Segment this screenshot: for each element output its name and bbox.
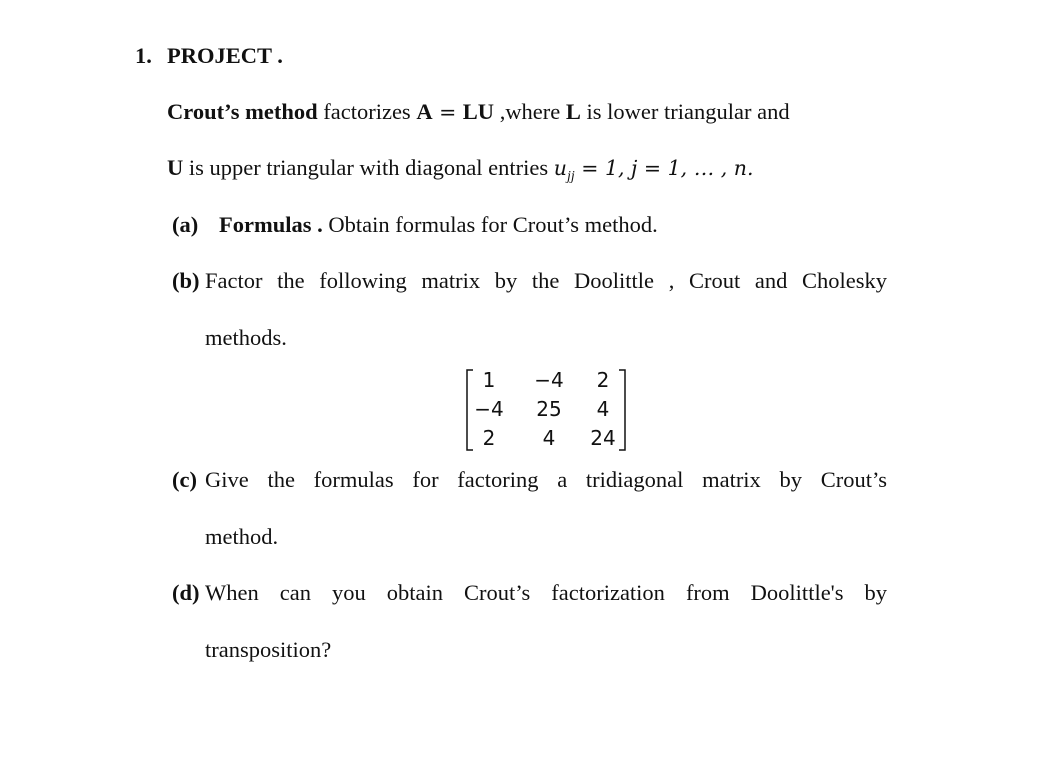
matrix-cell: −4	[534, 368, 564, 392]
matrix-cell: 1	[482, 368, 496, 392]
matrix-cell: 2	[596, 368, 610, 392]
item-b-line-1: Factor the following matrix by the Doolittle , Crout and Cholesky	[205, 268, 887, 293]
intro-text: is lower triangular and	[580, 99, 790, 124]
intro-text: factorizes	[317, 99, 417, 124]
matrix-lu: LU	[462, 99, 495, 124]
matrix-l: L	[565, 99, 581, 124]
item-c-line-2: method.	[205, 524, 279, 549]
item-c-label: (c)	[172, 467, 197, 492]
matrix-u: U	[167, 155, 184, 180]
item-a-title: Formulas .	[219, 212, 323, 237]
intro-text: is upper triangular with diagonal entries	[183, 155, 554, 180]
matrix-cell: 24	[590, 426, 616, 450]
item-d-label: (d)	[172, 580, 200, 605]
item-a-label: (a)	[172, 212, 199, 237]
intro-line-2	[167, 155, 753, 185]
matrix	[465, 368, 627, 452]
item-b-label: (b)	[172, 268, 200, 293]
section-number: 1.	[135, 43, 152, 68]
equals-sign: =	[432, 100, 463, 124]
u-subscript: jj	[566, 169, 575, 184]
matrix-cell: 2	[482, 426, 496, 450]
item-d-line-1: When can you obtain Crout’s factorization from Doolittle's by	[205, 580, 887, 605]
matrix-cell: 4	[596, 397, 610, 421]
item-c-line-1: Give the formulas for factoring a tridiagonal matrix by Crout’s	[205, 467, 887, 492]
item-b-line-2: methods.	[205, 325, 287, 350]
section-title: PROJECT .	[167, 43, 283, 68]
item-d-line-2: transposition?	[205, 637, 332, 662]
intro-text: ,where	[494, 99, 566, 124]
diagonal-formula: = 1, j = 1, … , n.	[574, 156, 754, 180]
crout-method-term: Crout’s method	[167, 99, 318, 124]
matrix-cell: 25	[536, 397, 562, 421]
matrix-a: A	[416, 99, 433, 124]
item-a-body: Obtain formulas for Crout’s method.	[322, 212, 658, 237]
item-a-text	[219, 212, 658, 238]
intro-line-1	[167, 99, 790, 125]
matrix-cell: −4	[474, 397, 504, 421]
matrix-cell: 4	[542, 426, 556, 450]
u-symbol: u	[553, 156, 567, 180]
